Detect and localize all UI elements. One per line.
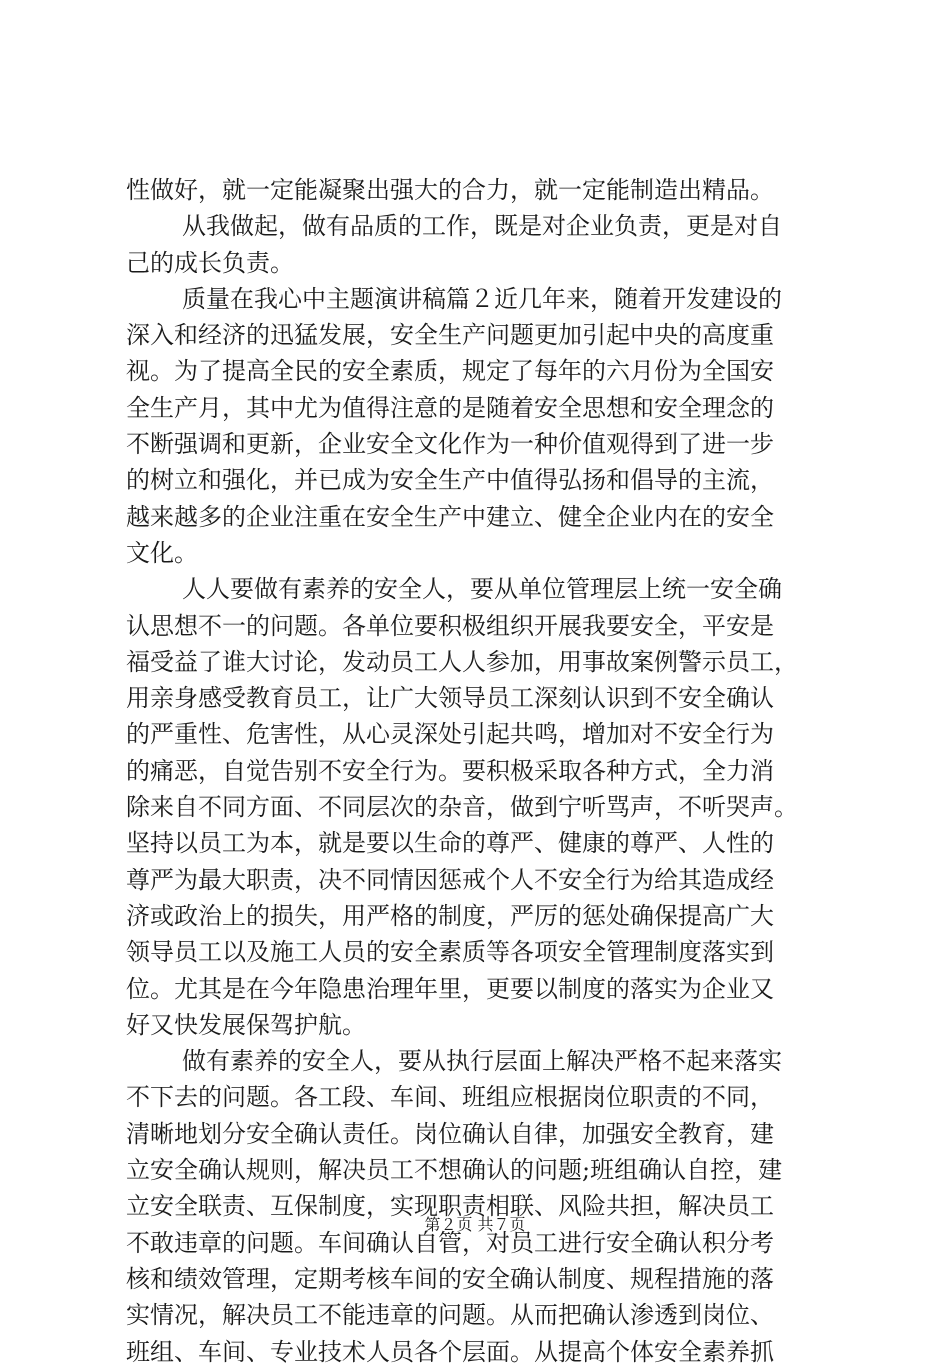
text-line: 从我做起，做有品质的工作，既是对企业负责，更是对自 (182, 212, 782, 241)
document-body (126, 172, 846, 1370)
text-line: 不下去的问题。各工段、车间、班组应根据岗位职责的不同， (126, 1083, 774, 1112)
text-line: 核和绩效管理，定期考核车间的安全确认制度、规程措施的落 (126, 1264, 774, 1293)
text-line: 济或政治上的损失，用严格的制度，严厉的惩处确保提高广大 (126, 901, 774, 930)
text-line: 立安全联责、互保制度，实现职责相联、风险共担，解决员工 (126, 1192, 774, 1221)
text-line: 除来自不同方面、不同层次的杂音，做到宁听骂声，不听哭声。 (126, 793, 798, 822)
text-line: 福受益了谁大讨论，发动员工人人参加，用事故案例警示员工， (126, 647, 798, 676)
text-line: 文化。 (126, 538, 198, 567)
text-line: 的树立和强化，并已成为安全生产中值得弘扬和倡导的主流， (126, 466, 774, 495)
text-line: 实情况，解决员工不能违章的问题。从而把确认渗透到岗位、 (126, 1301, 774, 1330)
text-line: 越来越多的企业注重在安全生产中建立、健全企业内在的安全 (126, 502, 774, 531)
text-line: 全生产月，其中尤为值得注意的是随着安全思想和安全理念的 (126, 393, 774, 422)
text-line: 位。尤其是在今年隐患治理年里，更要以制度的落实为企业又 (126, 974, 774, 1003)
text-line: 深入和经济的迅猛发展，安全生产问题更加引起中央的高度重 (126, 321, 774, 350)
text-line: 立安全确认规则，解决员工不想确认的问题;班组确认自控，建 (126, 1156, 783, 1185)
text-line: 的痛恶，自觉告别不安全行为。要积极采取各种方式，全力消 (126, 756, 774, 785)
text-line: 清晰地划分安全确认责任。岗位确认自律，加强安全教育，建 (126, 1119, 774, 1148)
text-line: 己的成长负责。 (126, 248, 294, 277)
text-line: 班组、车间、专业技术人员各个层面。从提高个体安全素养抓 (126, 1337, 774, 1366)
text-line: 不断强调和更新，企业安全文化作为一种价值观得到了进一步 (126, 430, 774, 459)
text-line: 的严重性、危害性，从心灵深处引起共鸣，增加对不安全行为 (126, 720, 774, 749)
text-line: 不敢违章的问题。车间确认自管，对员工进行安全确认积分考 (126, 1228, 774, 1257)
text-line: 好又快发展保驾护航。 (126, 1010, 366, 1039)
text-line: 性做好，就一定能凝聚出强大的合力，就一定能制造出精品。 (126, 176, 774, 204)
text-line: 质量在我心中主题演讲稿篇２近几年来，随着开发建设的 (182, 284, 782, 313)
text-line: 领导员工以及施工人员的安全素质等各项安全管理制度落实到 (126, 938, 774, 967)
page-number-footer: 第２页 共７页 (424, 1215, 526, 1234)
text-line: 人人要做有素养的安全人，要从单位管理层上统一安全确 (182, 575, 782, 604)
text-line: 坚持以员工为本，就是要以生命的尊严、健康的尊严、人性的 (126, 829, 774, 858)
text-line: 用亲身感受教育员工，让广大领导员工深刻认识到不安全确认 (126, 684, 774, 713)
text-line: 尊严为最大职责，决不同情因惩戒个人不安全行为给其造成经 (126, 865, 774, 894)
text-line: 认思想不一的问题。各单位要积极组织开展我要安全，平安是 (126, 611, 774, 640)
text-line: 视。为了提高全民的安全素质，规定了每年的六月份为全国安 (126, 357, 774, 386)
text-line: 做有素养的安全人，要从执行层面上解决严格不起来落实 (182, 1047, 782, 1076)
